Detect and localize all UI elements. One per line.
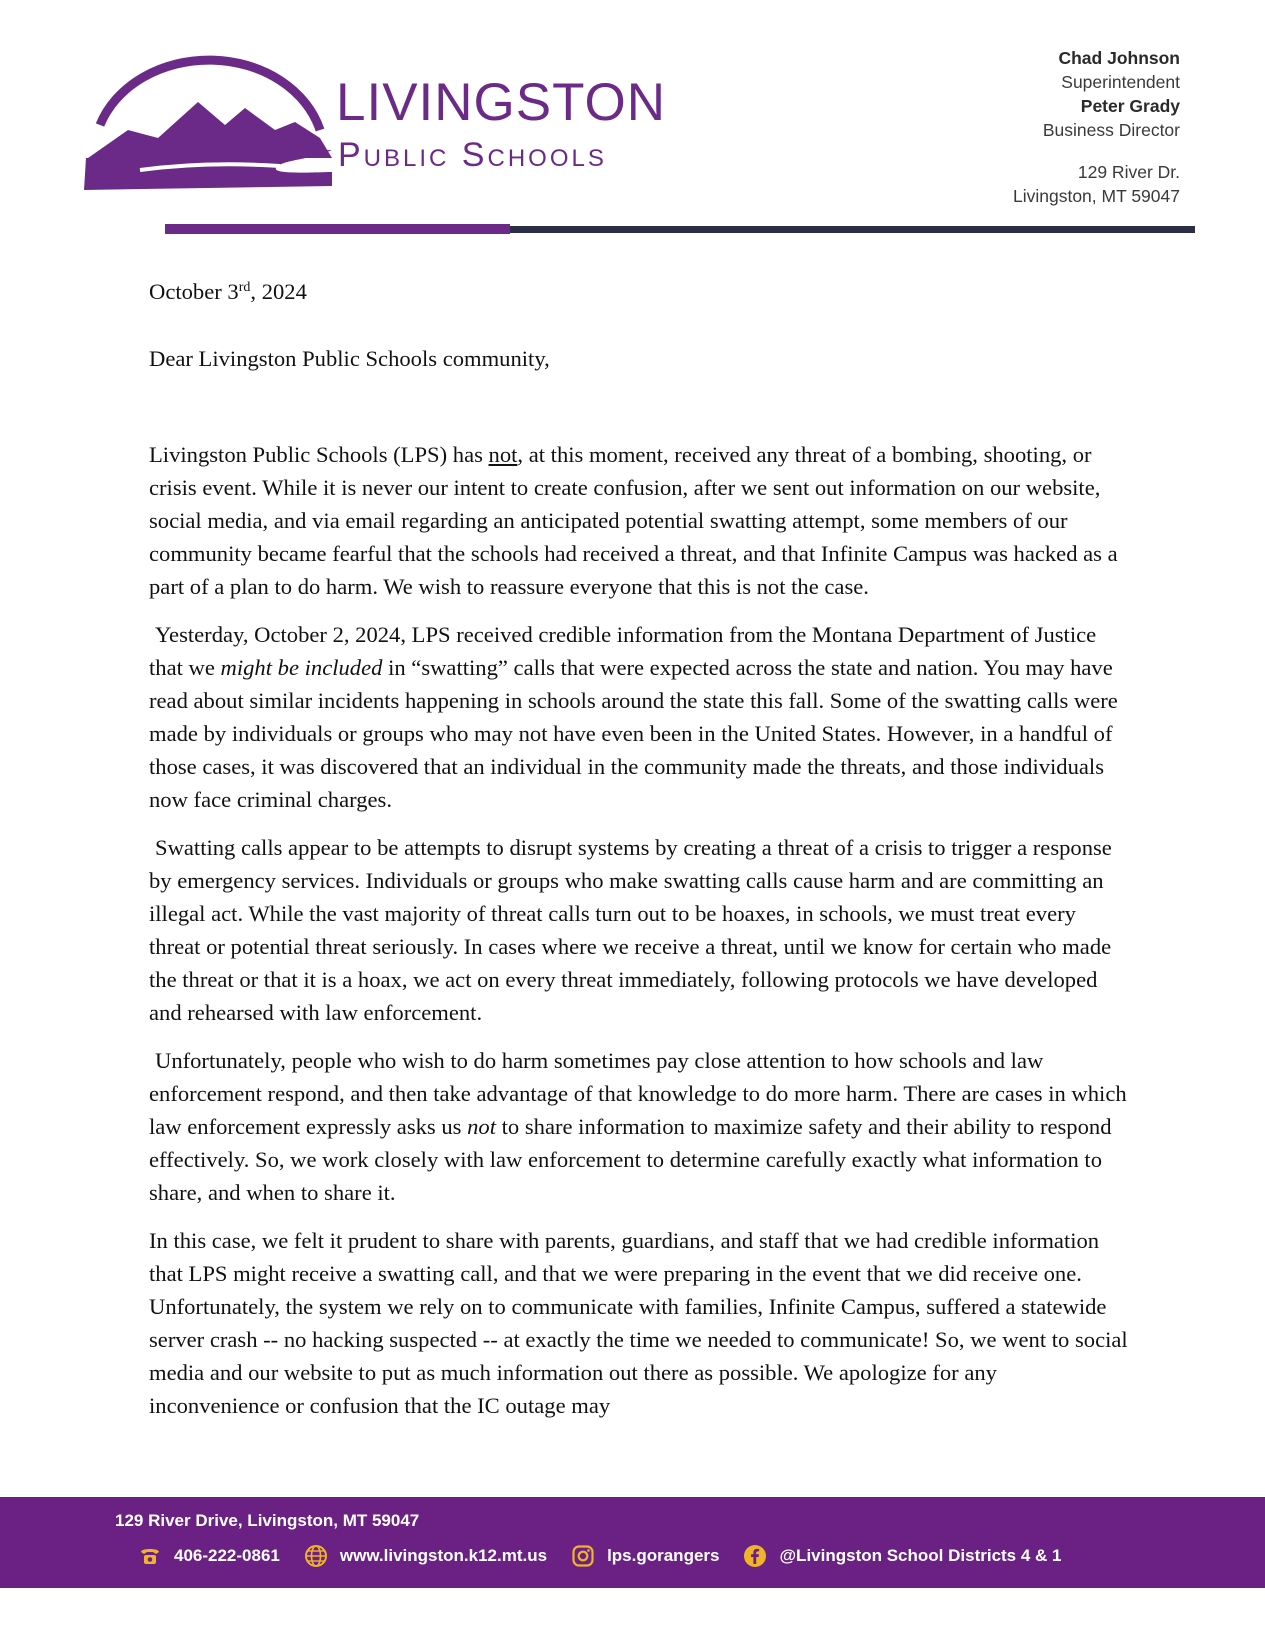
header-divider-accent xyxy=(165,224,510,234)
phone-icon xyxy=(138,1544,162,1568)
paragraph: In this case, we felt it prudent to share with parents, guardians, and staff that we had credible information that LPS might receive a swatting call, and that we were preparing in the event that we did receive one. Unfortunately, the system we rely on to communicate with families, Infinite Campus, suffered a statewide server crash -- no hacking suspected -- at exactly the time we needed to communicate! So, we went to social media and our website to put as much information out there as possible. We apologize for any inconvenience or confusion that the IC outage may xyxy=(149,1228,1128,1418)
address-line: 129 River Dr. xyxy=(1077,162,1180,182)
paragraph: Livingston Public Schools (LPS) has not, at this moment, received any threat of a bombing, shooting, or crisis event. While it is never our intent to create confusion, after we sent out information on our website, social media, and via email regarding an anticipated potential swatting attempt, some members of our community became fearful that the schools had received a threat, and that Infinite Campus was hacked as a part of a plan to do harm. We wish to reassure everyone that this is not the case. xyxy=(149,442,1118,599)
instagram-handle[interactable]: lps.gorangers xyxy=(607,1546,720,1565)
salutation: Dear Livingston Public Schools community, xyxy=(149,346,550,371)
header-divider xyxy=(510,226,1195,233)
website-link[interactable]: www.livingston.k12.mt.us xyxy=(339,1546,548,1565)
contact-name: Chad Johnson xyxy=(1058,48,1180,68)
footer-contact-row xyxy=(138,1544,1086,1568)
footer-facebook xyxy=(743,1544,1061,1568)
globe-icon xyxy=(304,1544,328,1568)
footer-instagram xyxy=(571,1544,719,1568)
org-subtitle: Public Schools xyxy=(338,136,607,174)
school-logo xyxy=(80,30,740,190)
letter-body xyxy=(149,275,1129,1422)
address-line: Livingston, MT 59047 xyxy=(1012,186,1180,206)
org-name: LIVINGSTON xyxy=(336,73,667,132)
contact-title: Superintendent xyxy=(1061,72,1180,92)
header-contact-block xyxy=(850,46,1180,208)
instagram-icon xyxy=(571,1544,595,1568)
footer-website xyxy=(304,1544,547,1568)
paragraph: Yesterday, October 2, 2024, LPS received credible information from the Montana Department of Justice that we might be included in “swatting” calls that were expected across the state and nation. You may have read about similar incidents happening in schools around the state this fall. Some of the swatting calls were made by individuals or groups who may not have even been in the United States. However, in a handful of those cases, it was discovered that an individual in the community made the threats, and those individuals now face criminal charges. xyxy=(149,622,1118,812)
footer-bar xyxy=(0,1497,1265,1588)
facebook-icon xyxy=(743,1544,767,1568)
facebook-handle[interactable]: @Livingston School Districts 4 & 1 xyxy=(779,1546,1062,1565)
contact-title: Business Director xyxy=(1042,120,1180,140)
letter-date: October 3rd, 2024 xyxy=(149,279,307,304)
paragraph: Unfortunately, people who wish to do harm sometimes pay close attention to how schools and law enforcement respond, and then take advantage of that knowledge to do more harm. There are cases in which law enforcement expressly asks us not to share information to maximize safety and their ability to respond effectively. So, we work closely with law enforcement to determine carefully exactly what information to share, and when to share it. xyxy=(149,1048,1127,1205)
contact-name: Peter Grady xyxy=(1080,96,1180,116)
phone-number[interactable]: 406-222-0861 xyxy=(174,1546,280,1565)
footer-phone xyxy=(138,1544,280,1568)
footer-address: 129 River Drive, Livingston, MT 59047 xyxy=(115,1511,420,1530)
paragraph: Swatting calls appear to be attempts to disrupt systems by creating a threat of a crisis to trigger a response by emergency services. Individuals or groups who make swatting calls cause harm and are committing an illegal act. While the vast majority of threat calls turn out to be hoaxes, in schools, we must treat every threat or potential threat seriously. In cases where we receive a threat, until we know for certain who made the threat or that it is a hoax, we act on every threat immediately, following protocols we have developed and rehearsed with law enforcement. xyxy=(149,835,1112,1025)
